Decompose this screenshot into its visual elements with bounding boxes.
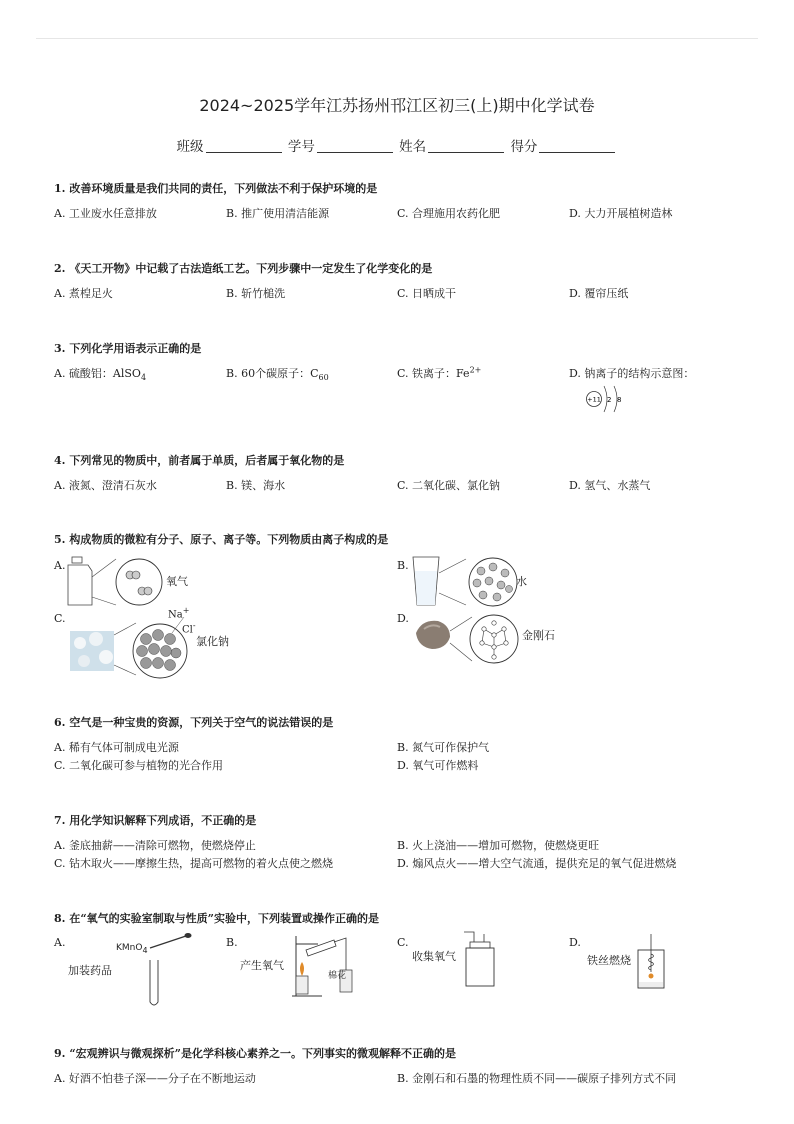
- oxygen-generation-apparatus: [286, 930, 358, 1000]
- question-stem: 9. “宏观辨识与微观探析”是化学科核心素养之一。下列事实的微观解释不正确的是: [54, 1047, 456, 1060]
- question-8: [54, 910, 754, 1010]
- score-blank[interactable]: [539, 140, 615, 153]
- question-stem: 2. 《天工开物》中记载了古法造纸工艺。下列步骤中一定发生了化学变化的是: [54, 262, 433, 275]
- score-label: 得分: [510, 139, 538, 155]
- option-a[interactable]: A. 工业废水任意排放: [54, 207, 157, 220]
- option-a[interactable]: A. 液氮、澄清石灰水: [54, 479, 157, 492]
- iron-wire-label: 铁丝燃烧: [587, 954, 631, 967]
- diamond-label: 金刚石: [522, 629, 555, 642]
- option-d[interactable]: D. 氢气、水蒸气: [569, 479, 651, 492]
- top-divider: [36, 38, 758, 39]
- option-a[interactable]: A. 稀有气体可制成电光源: [54, 741, 179, 754]
- option-a[interactable]: A. 煮楻足火: [54, 287, 113, 300]
- question-5: [54, 531, 754, 681]
- sodium-ion-label: Na+: [168, 606, 190, 621]
- option-b[interactable]: B. 镁、海水: [226, 479, 286, 492]
- question-4: [54, 452, 754, 491]
- chloride-ion-label: Cl-: [182, 621, 196, 636]
- name-blank[interactable]: [428, 140, 504, 153]
- option-d[interactable]: D. 覆帘压纸: [569, 287, 629, 300]
- option-b[interactable]: B. 火上浇油——增加可燃物，使燃烧更旺: [397, 839, 600, 852]
- kmno4-label: KMnO$_4$: [116, 943, 148, 955]
- option-b[interactable]: B. 金刚石和石墨的物理性质不同——碳原子排列方式不同: [397, 1072, 677, 1085]
- question-1: [54, 180, 754, 219]
- oxygen-label: 氧气: [166, 575, 188, 588]
- shell-1-electrons: 2: [607, 396, 612, 404]
- question-stem: 6. 空气是一种宝贵的资源，下列关于空气的说法错误的是: [54, 716, 334, 729]
- sodium-chloride-label: 氯化钠: [196, 635, 229, 648]
- option-a[interactable]: A.: [54, 936, 66, 949]
- add-reagent-label: 加装药品: [68, 964, 112, 977]
- id-label: 学号: [287, 139, 315, 155]
- collect-oxygen-label: 收集氧气: [412, 950, 456, 963]
- option-d[interactable]: D. 钠离子的结构示意图：: [569, 367, 695, 380]
- generate-oxygen-label: 产生氧气: [240, 959, 284, 972]
- test-tube-spatula-illustration: [144, 932, 194, 1008]
- question-9: [54, 1045, 754, 1084]
- class-label: 班级: [176, 139, 204, 155]
- option-d[interactable]: D.: [569, 936, 581, 949]
- option-a[interactable]: A.: [54, 559, 66, 572]
- iron-wire-combustion-bottle: [634, 932, 668, 994]
- option-b[interactable]: B. 斩竹槌洗: [226, 287, 286, 300]
- question-6: [54, 714, 754, 771]
- option-b[interactable]: B. 氮气可作保护气: [397, 741, 490, 754]
- id-blank[interactable]: [317, 140, 393, 153]
- option-c[interactable]: C. 二氧化碳、氯化钠: [397, 479, 501, 492]
- option-d[interactable]: D. 煽风点火——增大空气流通，提供充足的氧气促进燃烧: [397, 857, 677, 870]
- option-c[interactable]: C. 日晒成干: [397, 287, 457, 300]
- option-d[interactable]: D.: [397, 612, 409, 625]
- option-a[interactable]: A. 釜底抽薪——清除可燃物，使燃烧停止: [54, 839, 256, 852]
- cotton-label: 棉花: [328, 971, 347, 981]
- option-c[interactable]: C.: [397, 936, 409, 949]
- gas-collection-bottle: [460, 930, 500, 990]
- question-stem: 5. 构成物质的微粒有分子、原子、离子等。下列物质由离子构成的是: [54, 533, 389, 546]
- question-3: [54, 340, 754, 404]
- option-c[interactable]: C. 钻木取火——摩擦生热，提高可燃物的着火点使之燃烧: [54, 857, 334, 870]
- sodium-ion-structure-diagram: [584, 380, 628, 414]
- option-b[interactable]: B.: [397, 559, 409, 572]
- class-blank[interactable]: [206, 140, 282, 153]
- option-d[interactable]: D. 大力开展植树造林: [569, 207, 673, 220]
- question-stem: 7. 用化学知识解释下列成语，不正确的是: [54, 814, 257, 827]
- name-label: 姓名: [399, 139, 427, 155]
- nucleus-charge: +11: [587, 395, 601, 404]
- question-stem: 3. 下列化学用语表示正确的是: [54, 342, 202, 355]
- diamond-structure-illustration: [412, 611, 522, 667]
- oxygen-molecule-illustration: [66, 553, 166, 609]
- option-c[interactable]: C.: [54, 612, 66, 625]
- question-stem: 8. 在“氧气的实验室制取与性质”实验中，下列装置或操作正确的是: [54, 912, 379, 925]
- option-c[interactable]: C. 合理施用农药化肥: [397, 207, 501, 220]
- option-c[interactable]: C. 铁离子：$Fe^{2+}$: [397, 365, 482, 380]
- shell-2-electrons: 8: [617, 396, 622, 404]
- option-d[interactable]: D. 氧气可作燃料: [397, 759, 479, 772]
- water-molecule-illustration: [411, 553, 521, 609]
- option-a[interactable]: A. 好酒不怕巷子深——分子在不断地运动: [54, 1072, 256, 1085]
- water-label: 水: [516, 575, 527, 588]
- question-stem: 1. 改善环境质量是我们共同的责任，下列做法不利于保护环境的是: [54, 182, 378, 195]
- option-b[interactable]: B.: [226, 936, 238, 949]
- question-7: [54, 812, 754, 869]
- page-title: 2024~2025学年江苏扬州邗江区初三(上)期中化学试卷: [199, 96, 595, 115]
- option-b[interactable]: B. 60个碳原子：$C_{60}$: [226, 367, 329, 383]
- question-stem: 4. 下列常见的物质中，前者属于单质，后者属于氧化物的是: [54, 454, 345, 467]
- option-b[interactable]: B. 推广使用清洁能源: [226, 207, 330, 220]
- option-c[interactable]: C. 二氧化碳可参与植物的光合作用: [54, 759, 224, 772]
- student-info-row: [0, 135, 794, 155]
- option-a[interactable]: A. 硫酸铝：AlSO$_4$: [54, 367, 147, 383]
- question-2: [54, 260, 754, 299]
